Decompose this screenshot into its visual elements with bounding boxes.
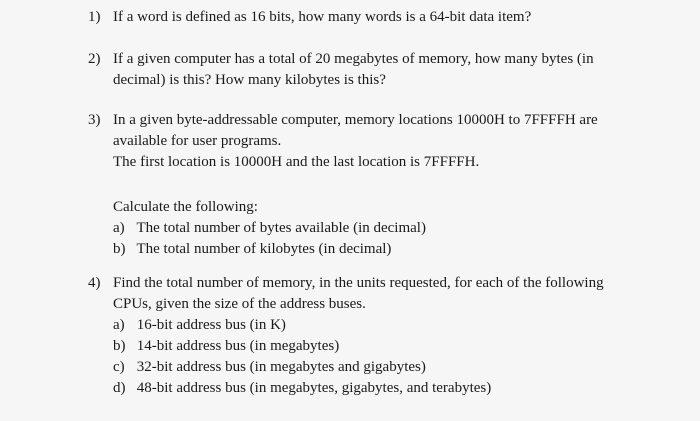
question-4-line-1: Find the total number of memory, in the units requested, for each of the following <box>113 275 604 291</box>
question-1-number: 1) <box>88 9 101 25</box>
question-3-calc-heading: Calculate the following: <box>113 199 258 215</box>
question-2-line-1: If a given computer has a total of 20 megabytes of memory, how many bytes (in <box>113 51 594 67</box>
question-3-item-a-text: The total number of bytes available (in decimal) <box>136 220 426 236</box>
question-3-item-a <box>113 218 688 239</box>
question-3-item-b-label: b) <box>113 241 126 257</box>
question-4-item-d-text: 48-bit address bus (in megabytes, gigabytes, and terabytes) <box>136 380 492 396</box>
question-4-line-2: CPUs, given the size of the address buses. <box>113 296 366 312</box>
question-3 <box>88 110 688 260</box>
question-4-item-c-label: c) <box>113 359 125 375</box>
question-4-item-a-label: a) <box>113 317 125 333</box>
question-4-item-d <box>113 378 688 399</box>
question-3-item-a-label: a) <box>113 220 125 236</box>
question-3-line-3: The first location is 10000H and the last location is 7FFFFH. <box>113 154 480 170</box>
question-4-item-a-text: 16-bit address bus (in K) <box>136 317 286 333</box>
question-4-item-a <box>113 315 688 336</box>
question-4-item-c <box>113 357 688 378</box>
question-4-item-d-label: d) <box>113 380 126 396</box>
question-4-number: 4) <box>88 275 101 291</box>
question-3-item-b <box>113 239 688 260</box>
question-1 <box>88 7 688 28</box>
question-1-line-1: If a word is defined as 16 bits, how many words is a 64-bit data item? <box>113 9 532 25</box>
question-3-line-2: available for user programs. <box>113 133 282 149</box>
question-4-item-b-text: 14-bit address bus (in megabytes) <box>136 338 340 354</box>
question-2-line-2: decimal) is this? How many kilobytes is this? <box>113 72 386 88</box>
question-3-number: 3) <box>88 112 101 128</box>
question-2 <box>88 49 688 91</box>
question-4-item-c-text: 32-bit address bus (in megabytes and gigabytes) <box>136 359 426 375</box>
question-4-item-b-label: b) <box>113 338 126 354</box>
question-4 <box>88 273 688 399</box>
question-3-line-1: In a given byte-addressable computer, memory locations 10000H to 7FFFFH are <box>113 112 598 128</box>
question-4-item-b <box>113 336 688 357</box>
question-2-number: 2) <box>88 51 101 67</box>
question-3-item-b-text: The total number of kilobytes (in decimal) <box>136 241 392 257</box>
